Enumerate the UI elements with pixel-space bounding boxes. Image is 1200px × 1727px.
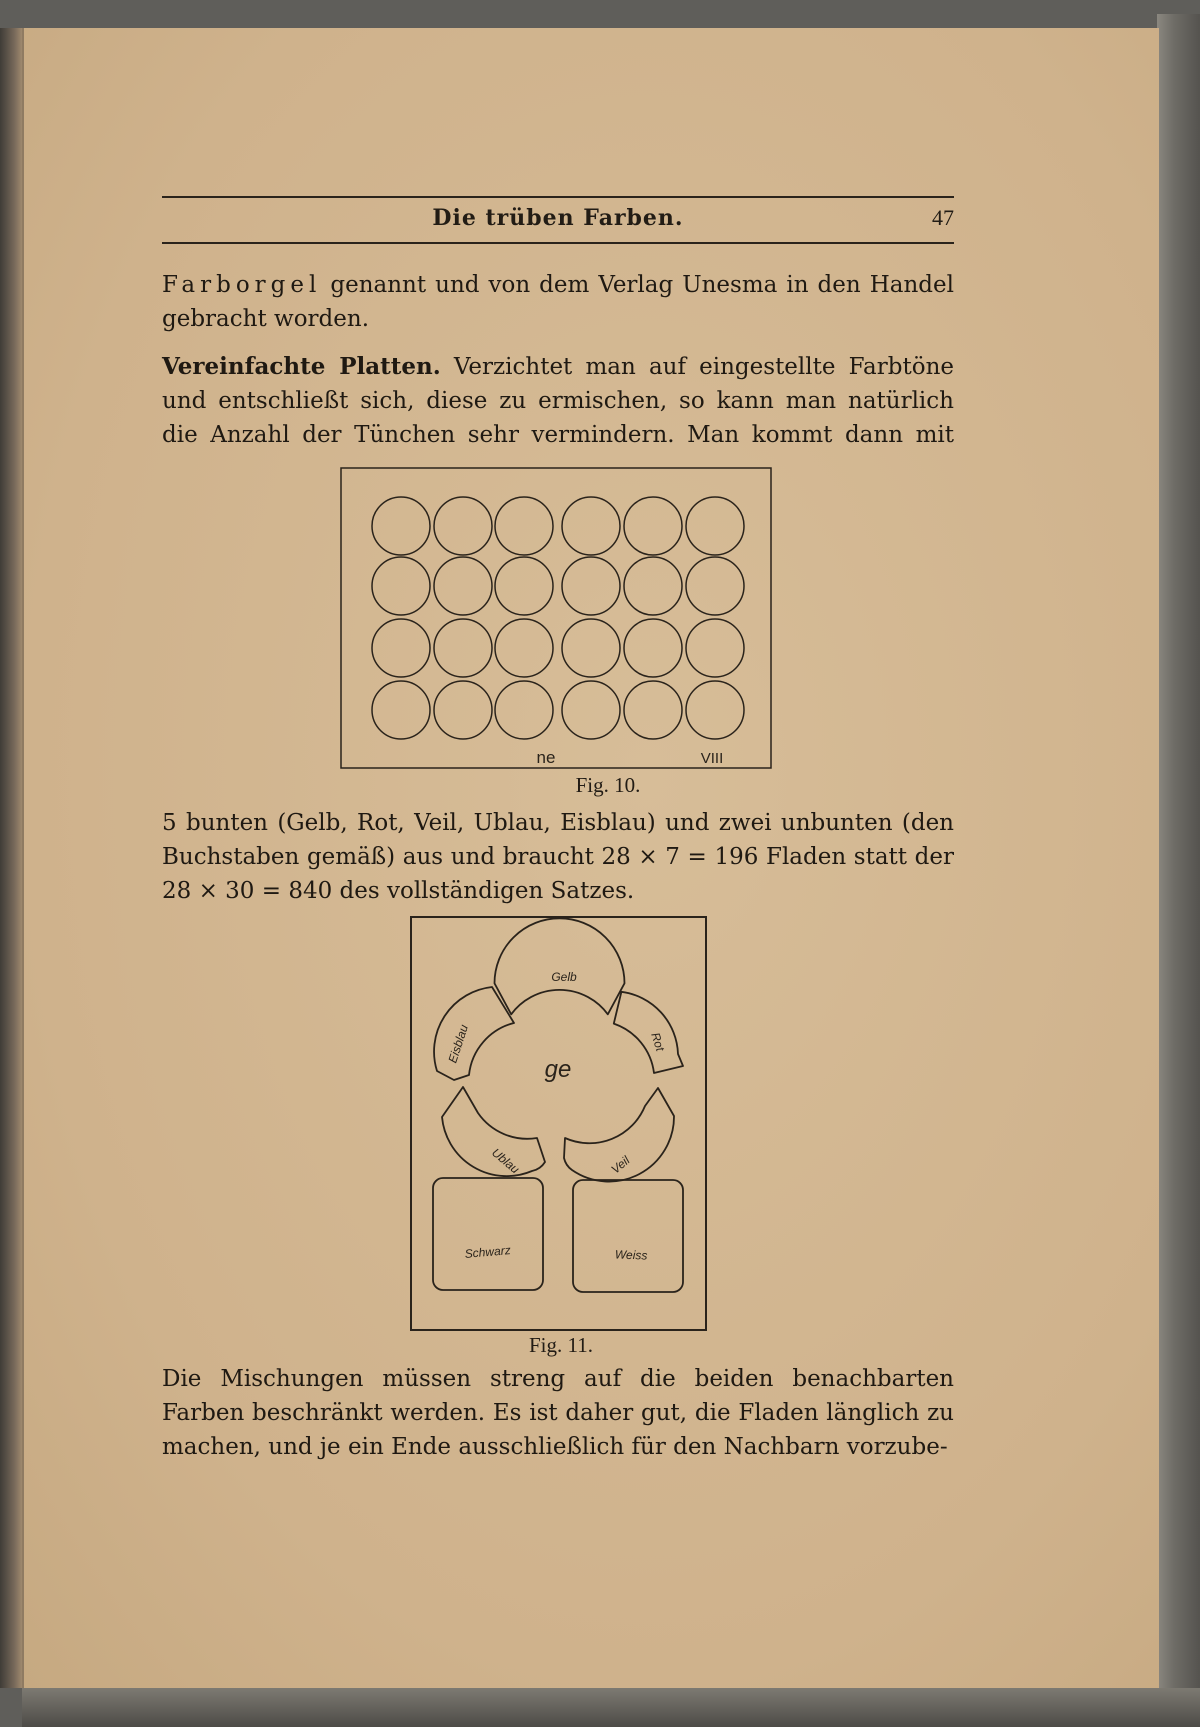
- page-number: 47: [932, 205, 954, 230]
- fig11-well-gelb: [495, 918, 625, 1014]
- fig11-label-eisblau: Eisblau: [445, 1022, 471, 1065]
- fig11-well-eisblau: [434, 987, 514, 1080]
- header-title: Die trüben Farben.: [432, 205, 684, 231]
- fig11-well-ublau: [442, 1087, 545, 1176]
- paragraph-4: Die Mischungen müssen streng auf die beiden benachbarten Farben beschränkt werden. Es ist daher gut, die Fladen länglich zu machen, und je ein Ende ausschließlich für den Nachbarn vorzube-: [162, 1366, 954, 1460]
- paragraph-2-text: Verzichtet man auf eingestellte Farbtöne und entschließt sich, diese zu ermischen, so kann man natürlich die Anzahl der Tünchen sehr vermindern. Man kommt dann mit: [162, 354, 954, 448]
- fig11-well-weiss: [573, 1180, 683, 1292]
- paragraph-3: 5 bunten (Gelb, Rot, Veil, Ublau, Eisblau) und zwei unbunten (den Buchstaben gemäß) aus und braucht 28 × 7 = 196 Fladen statt der 28 × 30 = 840 des vollständigen Satzes.: [162, 810, 954, 904]
- section-heading: Vereinfachte Platten.: [162, 353, 441, 380]
- fig11-caption: Fig. 11.: [529, 1333, 593, 1357]
- fig10-caption: Fig. 10.: [575, 773, 641, 797]
- fig10-label-left: ne: [536, 748, 556, 767]
- fig11-well-schwarz: [433, 1178, 543, 1290]
- fig11-center-label: ge: [544, 1056, 572, 1083]
- fig11-label-weiss: Weiss: [614, 1247, 648, 1263]
- fig11-label-veil: Veil: [608, 1153, 633, 1177]
- fig10-label-right: VIII: [700, 750, 724, 767]
- fig11-label-ublau: Ublau: [489, 1145, 523, 1177]
- fig11-label-rot: Rot: [648, 1030, 668, 1053]
- paragraph-1-text: genannt und von dem Verlag Unesma in den Handel gebracht worden.: [162, 272, 954, 332]
- fig11-well-rot: [614, 992, 683, 1073]
- fig11-label-schwarz: Schwarz: [464, 1243, 512, 1261]
- fig11-label-gelb: Gelb: [551, 970, 577, 984]
- paragraph-1-lead: Farborgel: [162, 272, 322, 298]
